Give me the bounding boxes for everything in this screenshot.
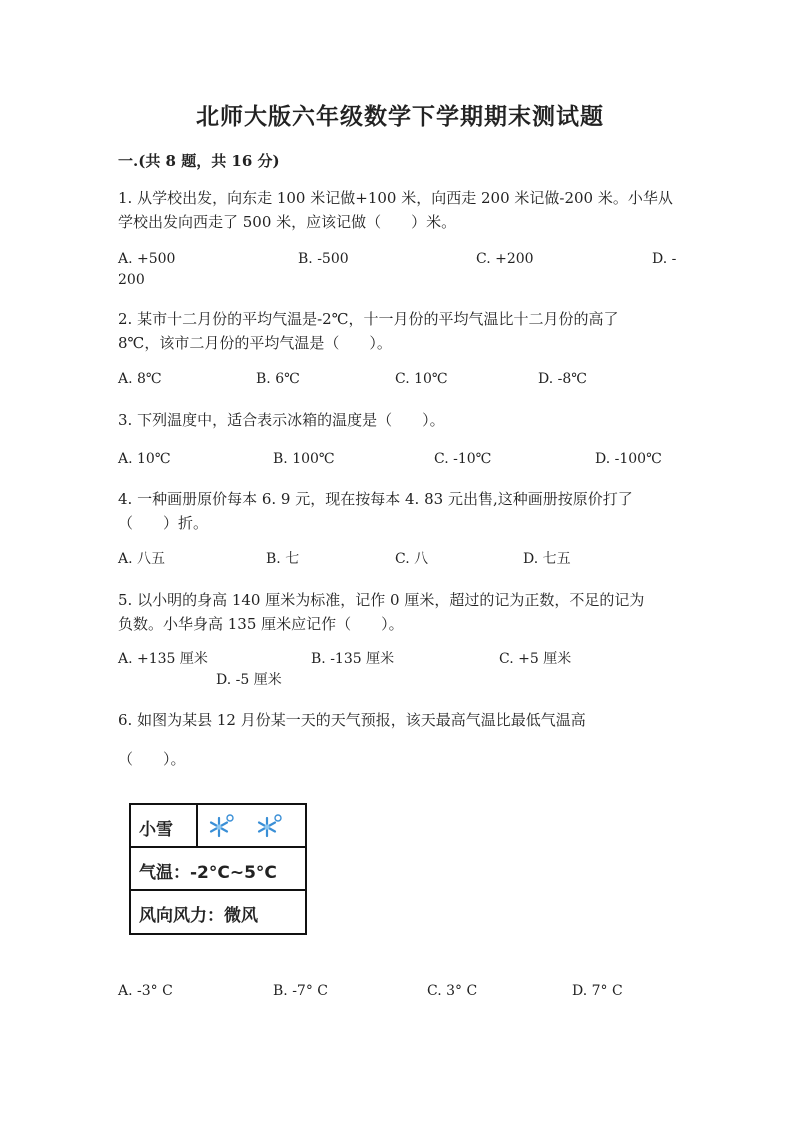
question-4	[118, 487, 688, 535]
question-2-option-d: D. -8℃	[538, 371, 587, 387]
question-1-option-b: B. -500	[298, 251, 349, 267]
question-1	[118, 186, 688, 234]
question-1-option-d: D. -	[652, 251, 677, 267]
question-6-line-1: 6. 如图为某县 12 月份某一天的天气预报，该天最高气温比最低气温高	[118, 711, 586, 729]
weather-wind-row	[131, 891, 305, 933]
question-1-option-c: C. +200	[476, 251, 534, 267]
question-4-line-2: （ ）折。	[118, 514, 209, 532]
snowflake-icon	[255, 813, 283, 839]
question-5-option-a: A. +135 厘米	[118, 651, 208, 667]
snowflake-icon	[207, 813, 235, 839]
weather-condition: 小雪	[139, 820, 173, 840]
question-1-option-a: A. +500	[118, 251, 176, 267]
weather-divider	[196, 805, 198, 846]
question-5-option-b: B. -135 厘米	[311, 651, 395, 667]
question-5-option-c: C. +5 厘米	[499, 651, 572, 667]
question-6-option-a: A. -3° C	[118, 983, 173, 999]
question-4-line-1: 4. 一种画册原价每本 6. 9 元，现在按每本 4. 83 元出售,这种画册按原价打了	[118, 490, 633, 508]
page-title: 北师大版六年级数学下学期期末测试题	[196, 103, 604, 130]
question-5-option-d: D. -5 厘米	[216, 672, 282, 688]
question-6-option-d: D. 7° C	[572, 983, 623, 999]
question-3-option-b: B. 100℃	[273, 451, 335, 467]
question-4-option-b: B. 七	[266, 551, 300, 567]
question-2-option-a: A. 8℃	[118, 371, 162, 387]
question-2	[118, 307, 688, 355]
question-2-option-b: B. 6℃	[256, 371, 300, 387]
question-5-line-1: 5. 以小明的身高 140 厘米为标准，记作 0 厘米，超过的记为正数，不足的记为	[118, 591, 645, 609]
question-3-option-d: D. -100℃	[595, 451, 662, 467]
question-3-option-c: C. -10℃	[434, 451, 492, 467]
weather-wind: 风向风力：微风	[139, 906, 258, 926]
question-1-option-d-wrap: 200	[118, 272, 145, 288]
question-2-option-c: C. 10℃	[395, 371, 448, 387]
question-4-option-d: D. 七五	[523, 551, 571, 567]
question-4-option-a: A. 八五	[118, 551, 166, 567]
question-6-line-2: （ ）。	[118, 750, 186, 768]
question-5	[118, 588, 688, 636]
question-4-option-c: C. 八	[395, 551, 429, 567]
question-3	[118, 408, 688, 432]
weather-temperature-row	[131, 848, 305, 891]
question-6-option-b: B. -7° C	[273, 983, 328, 999]
question-1-line-1: 1. 从学校出发，向东走 100 米记做+100 米，向西走 200 米记做-200 米。小华从	[118, 189, 673, 207]
question-5-line-2: 负数。小华身高 135 厘米应记作（ ）。	[118, 615, 404, 633]
question-3-line-1: 3. 下列温度中，适合表示冰箱的温度是（ ）。	[118, 411, 445, 429]
weather-condition-row	[131, 805, 305, 848]
question-1-line-2: 学校出发向西走了 500 米，应该记做（ ）米。	[118, 213, 457, 231]
weather-temperature: 气温：-2°C~5°C	[139, 863, 277, 883]
question-6-option-c: C. 3° C	[427, 983, 478, 999]
question-2-line-1: 2. 某市十二月份的平均气温是-2℃，十一月份的平均气温比十二月份的高了	[118, 310, 619, 328]
question-6	[118, 708, 688, 771]
section-heading: 一.(共 8 题，共 16 分)	[118, 152, 280, 170]
question-3-option-a: A. 10℃	[118, 451, 171, 467]
question-2-line-2: 8℃，该市二月份的平均气温是（ ）。	[118, 334, 392, 352]
weather-forecast-card	[129, 803, 307, 935]
